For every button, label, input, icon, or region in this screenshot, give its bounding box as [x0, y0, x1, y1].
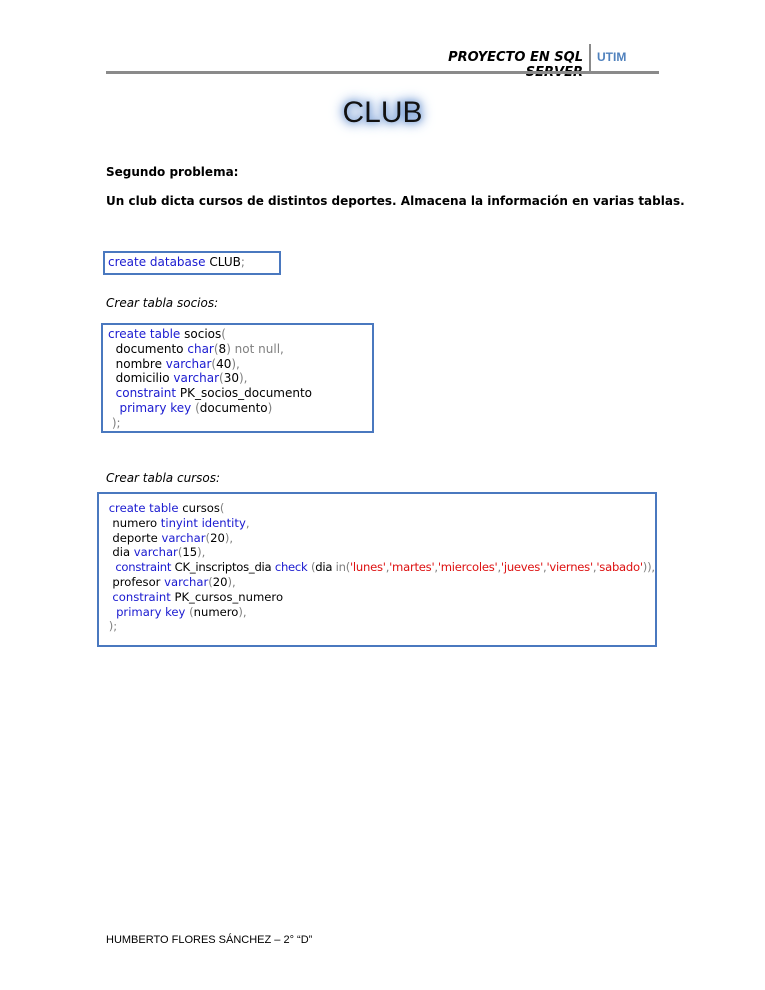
code-line [105, 575, 655, 590]
sql-keyword: create table [108, 501, 179, 515]
sql-column: deporte [112, 530, 158, 545]
header-separator [589, 44, 591, 74]
sql-keyword: primary key [119, 400, 192, 415]
code-line [108, 357, 372, 372]
sql-number: 40 [216, 356, 232, 371]
sql-operator: in( [335, 560, 350, 575]
sql-punct: , [543, 560, 547, 575]
cursos-code-box [97, 492, 657, 647]
sql-number: 20 [212, 574, 228, 589]
sql-punct: ), [197, 545, 206, 560]
sql-punct: ; [240, 255, 245, 269]
sql-punct: ( [177, 545, 183, 560]
sql-string: 'jueves' [500, 560, 544, 575]
code-line [108, 255, 279, 270]
sql-column: nombre [115, 356, 162, 371]
code-line [105, 605, 655, 620]
code-line [108, 416, 372, 431]
header-title: PROYECTO EN SQL [448, 50, 583, 65]
cursos-label: Crear tabla cursos: [106, 471, 220, 485]
sql-number: 30 [223, 371, 239, 386]
code-line [108, 386, 372, 401]
sql-punct: ), [231, 356, 240, 371]
sql-identifier: socios [184, 327, 222, 341]
sql-punct: ( [208, 574, 213, 589]
sql-keyword: create database [108, 255, 206, 269]
socios-label: Crear tabla socios: [106, 296, 219, 310]
code-line [108, 327, 372, 342]
sql-keyword: primary key [116, 604, 186, 619]
sql-type: varchar [165, 356, 212, 371]
sql-keyword: create table [108, 327, 181, 341]
sql-type: varchar [173, 371, 220, 386]
sql-punct: ( [211, 356, 217, 371]
problem-subtitle: Segundo problema: [106, 165, 239, 179]
sql-string: 'martes' [389, 560, 435, 575]
sql-column: numero [193, 604, 239, 619]
sql-punct: ), [227, 574, 236, 589]
sql-punct: ( [219, 501, 225, 515]
sql-punct: , [245, 515, 250, 530]
code-line [105, 560, 655, 575]
code-line [105, 619, 655, 634]
sql-keyword: check [274, 560, 308, 575]
sql-string: 'miercoles' [437, 560, 498, 575]
create-database-code-box [103, 251, 281, 275]
code-line [108, 401, 372, 416]
sql-punct: , [497, 560, 501, 575]
sql-column: profesor [112, 574, 161, 589]
sql-punct: , [434, 560, 438, 575]
sql-punct: ( [221, 327, 226, 341]
sql-column: documento [199, 400, 268, 415]
sql-column: dia [112, 545, 131, 560]
sql-punct: , [592, 560, 597, 575]
sql-identifier: CK_inscriptos_dia [174, 560, 272, 575]
code-line [105, 501, 655, 516]
sql-type: varchar [164, 574, 209, 589]
sql-type: varchar [133, 545, 178, 560]
sql-punct: )), [642, 560, 655, 575]
sql-identifier: cursos [182, 501, 220, 515]
sql-identifier: PK_cursos_numero [174, 589, 284, 604]
sql-punct: ), [239, 371, 248, 386]
sql-string: 'sabado' [596, 560, 643, 575]
sql-punct: ) not null, [226, 341, 284, 356]
header-rule [106, 71, 659, 74]
sql-column: domicilio [115, 371, 170, 386]
page-title: CLUB [342, 96, 423, 129]
sql-identifier: CLUB [209, 255, 241, 269]
sql-punct: ), [224, 530, 234, 545]
code-line [105, 531, 655, 546]
sql-punct: ); [108, 619, 118, 634]
sql-punct: ( [213, 341, 219, 356]
code-line [105, 516, 655, 531]
code-line [108, 342, 372, 357]
sql-identifier: PK_socios_documento [179, 386, 313, 401]
problem-intro: Un club dicta cursos de distintos deportes. Almacena la información en varias tablas. [106, 194, 685, 208]
sql-type: varchar [161, 530, 206, 545]
sql-column: numero [112, 515, 158, 530]
sql-type: tinyint identity [160, 515, 246, 530]
sql-keyword: constraint [112, 589, 171, 604]
sql-punct: ( [310, 560, 316, 575]
sql-punct: ( [195, 400, 200, 415]
sql-punct: ) [267, 400, 273, 415]
sql-keyword: constraint [115, 560, 172, 575]
sql-number: 8 [218, 341, 227, 356]
sql-type: char [187, 341, 214, 356]
sql-punct: ( [219, 371, 224, 386]
sql-punct: ), [238, 604, 247, 619]
code-line [108, 371, 372, 386]
code-line [105, 590, 655, 605]
sql-string: 'viernes' [546, 560, 593, 575]
sql-punct: ( [189, 604, 194, 619]
sql-punct: ( [205, 530, 211, 545]
sql-number: 20 [210, 530, 225, 545]
sql-punct: ); [111, 415, 121, 430]
sql-number: 15 [182, 545, 198, 560]
sql-punct: , [385, 560, 390, 575]
socios-code-box [101, 323, 374, 433]
header-org: UTIM [597, 50, 627, 64]
sql-column: dia [315, 560, 333, 575]
sql-column: documento [115, 341, 184, 356]
footer-author: HUMBERTO FLORES SÁNCHEZ – 2° “D” [106, 934, 313, 946]
sql-keyword: constraint [115, 386, 177, 401]
sql-string: 'lunes' [349, 560, 386, 575]
code-line [105, 545, 655, 560]
